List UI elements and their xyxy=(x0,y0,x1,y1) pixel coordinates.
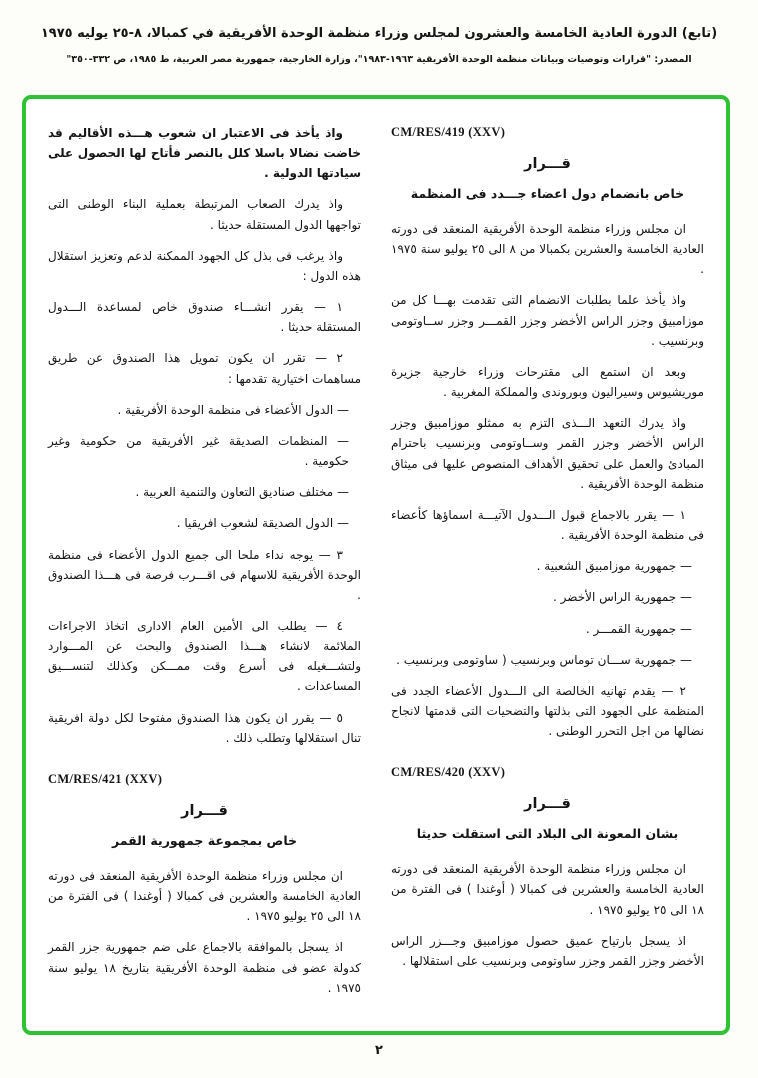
paragraph: ٢ — يقدم تهانيه الخالصة الى الـــدول الأعضاء الجدد فى المنظمة على الجهود التى بذلتها والتضحيات التى قدمتها لانجاح نضالها من اجل التحرر الوطنى . xyxy=(391,683,704,739)
resolution-ref-420: CM/RES/420 (XXV) xyxy=(391,765,506,780)
paragraph: واذ يدرك التعهد الـــذى التزم به ممثلو موزامبيق وجزر الراس الأخضر وجزر القمر وســاوتومى وبرنسيب باحترام المبادئ والعمل على تحقيق الأهداف المنصوص عليها فى ميثاق منظمة الوحدة الأفريقية . xyxy=(391,416,704,491)
list-item: — جمهورية ســـان توماس وبرنسيب ( ساوتومى وبرنسيب . xyxy=(396,652,692,667)
right-column xyxy=(391,123,704,1031)
paragraph: ان مجلس وزراء منظمة الوحدة الأفريقية المنعقد فى دورته العادية الخامسة والعشرين فى كمبالا ( أوغندا ) فى الفترة من ١٨ الى ٢٥ يوليو ١٩٧٥ . xyxy=(391,862,704,917)
paragraph: واذ يأخذ علما بطلبات الانضمام التى تقدمت بهـــا كل من موزامبيق وجزر الراس الأخضر وجزر القمـــر وجزر ســاوتومى وبرنسيب . xyxy=(391,293,704,348)
resolution-ref-419: CM/RES/419 (XXV) xyxy=(391,125,506,139)
paragraph: واذ يأخذ فى الاعتبار ان شعوب هـــذه الأقاليم قد خاضت نضالا باسلا كلل بالنصر فأتاح لها الحصول على سيادتها الدولية . xyxy=(48,126,361,181)
paragraph: ٥ — يقرر ان يكون هذا الصندوق مفتوحا لكل دولة افريقية تنال استقلالها وتطلب ذلك . xyxy=(48,710,361,745)
list-item: — جمهورية موزامبيق الشعبية . xyxy=(536,559,692,574)
resolution-title-421: قـــرار xyxy=(181,802,228,819)
page-header xyxy=(18,25,740,65)
list-item: — جمهورية القمـــر . xyxy=(585,621,692,636)
resolution-subtitle-419: خاص بانضمام دول اعضاء جـــدد فى المنظمة xyxy=(410,186,685,201)
resolution-subtitle-421: خاص بمجموعة جمهورية القمر xyxy=(111,832,298,848)
resolution-ref-421: CM/RES/421 (XXV) xyxy=(48,771,163,786)
paragraph: ان مجلس وزراء منظمة الوحدة الأفريقية المنعقد فى دورته العادية الخامسة والعشرين فى كمبالا ( أوغندا ) فى الفترة من ١٨ الى ٢٥ يوليو ١٩٧٥ . xyxy=(48,868,361,924)
list-item: — الدول الصديقة لشعوب افريقيا . xyxy=(176,516,349,531)
document-title: (تابع) الدورة العادية الخامسة والعشرون لمجلس وزراء منظمة الوحدة الأفريقية في كمبالا، ٨-٢٥ يوليه ١٩٧٥ xyxy=(40,26,718,41)
paragraph: ١ — يقرر انشـــاء صندوق خاص لمساعدة الـــدول المستقلة حديثا . xyxy=(48,300,361,335)
paragraph: اذ يسجل بارتياح عميق حصول موزامبيق وجـــزر الراس الأخضر وجزر القمر وجزر ساوتومى وبرنسيب على استقلالها . xyxy=(391,933,704,968)
list-item: — جمهورية الراس الأخضر . xyxy=(553,590,692,605)
green-content-frame xyxy=(22,95,730,1035)
resolution-title-419: قـــرار xyxy=(524,156,571,172)
paragraph: ٢ — تقرر ان يكون تمويل هذا الصندوق عن طريق مساهمات اختيارية تقدمها : xyxy=(48,351,361,386)
paragraph: ٣ — يوجه نداء ملحا الى جميع الدول الأعضاء فى منظمة الوحدة الأفريقية للاسهام فى اقـــرب فرصة فى هـــذا الصندوق . xyxy=(48,547,361,602)
resolution-title-420: قـــرار xyxy=(524,796,571,813)
paragraph: ١ — يقرر بالاجماع قبول الـــدول الآتيـــة اسماؤها كأعضاء فى منظمة الوحدة الأفريقية . xyxy=(391,507,704,543)
paragraph: ان مجلس وزراء منظمة الوحدة الأفريقية المنعقد فى دورته العادية الخامسة والعشرين بكمبالا من ٨ الى ٢٥ يوليو سنة ١٩٧٥ . xyxy=(391,222,704,277)
list-item: — المنظمات الصديقة غير الأفريقية من حكومية وغير حكومية . xyxy=(48,433,349,469)
paragraph: واذ يرغب فى بذل كل الجهود الممكنة لدعم وتعزيز استقلال هذه الدول : xyxy=(48,248,361,283)
page-number: ٢ xyxy=(375,1043,383,1058)
list-item: — مختلف صناديق التعاون والتنمية العربية . xyxy=(135,485,349,500)
paragraph: اذ يسجل بالموافقة بالاجماع على ضم جمهورية جزر القمر كدولة عضو فى منظمة الوحدة الأفريقية بتاريخ ١٨ يوليو سنة ١٩٧٥ . xyxy=(48,940,361,995)
paragraph: وبعد ان استمع الى مقترحات وزراء خارجية جزيرة موريشيوس وسيراليون وبوروندى والمملكة المغربية . xyxy=(391,364,704,400)
list-item: — الدول الأعضاء فى منظمة الوحدة الأفريقية . xyxy=(117,402,349,417)
document-source: المصدر: "قرارات وتوصيات وبيانات منظمة الوحدة الأفريقية ١٩٦٣-١٩٨٣"، وزارة الخارجية، جمهورية مصر العربية، ط ١٩٨٥، ص ٣٣٢-٣٥٠" xyxy=(66,54,692,66)
paragraph: واذ يدرك الصعاب المرتبطة بعملية البناء الوطنى التى تواجهها الدول المستقلة حديثا . xyxy=(48,197,361,232)
left-column xyxy=(48,123,361,1031)
resolution-subtitle-420: بشان المعونة الى البلاد التى استقلت حديثا xyxy=(416,826,679,842)
paragraph: ٤ — يطلب الى الأمين العام الادارى اتخاذ الاجراءات الملائمة لانشاء هـــذا الصندوق والبحث عن المـــوارد ولتشـــغيله فى أسرع وقت ممـــكن وكذلك لتنســـيق المساعدات . xyxy=(48,618,361,694)
two-column-layout xyxy=(26,99,726,1031)
